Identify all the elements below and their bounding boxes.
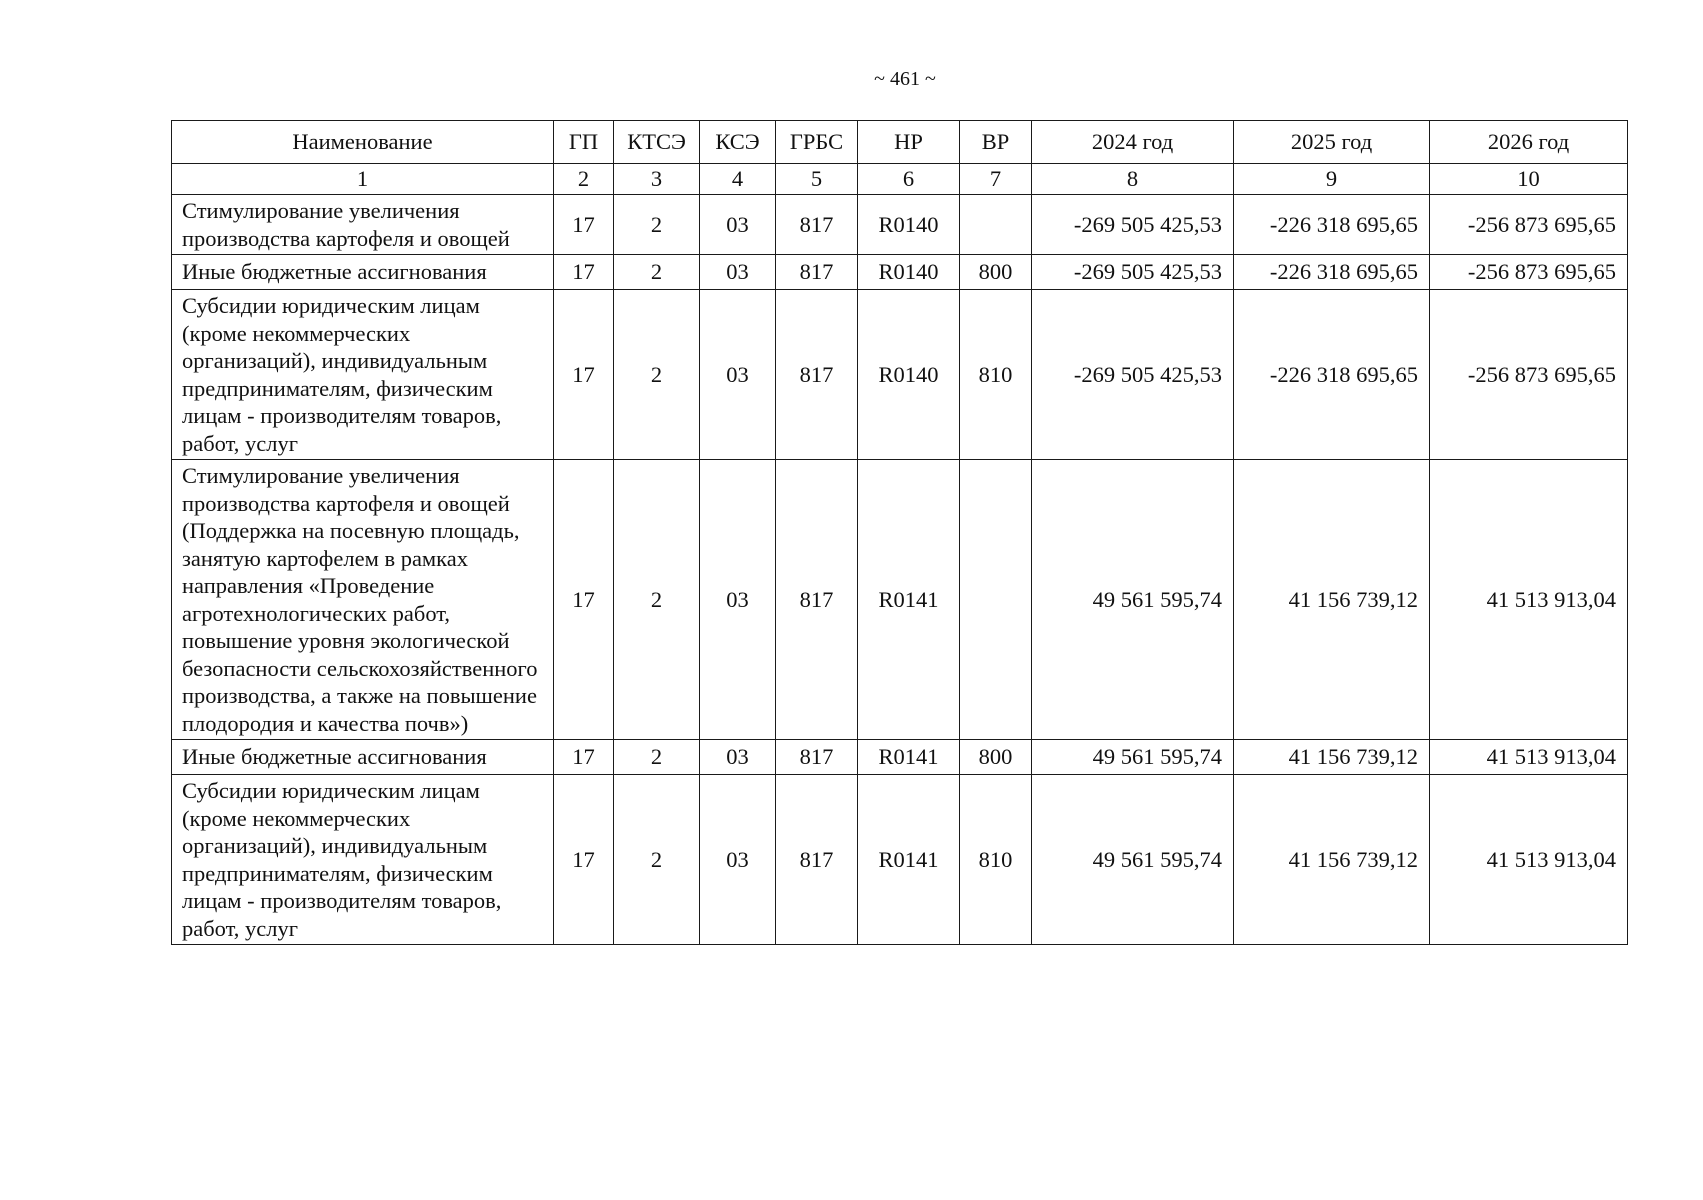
table-row — [172, 460, 1628, 740]
column-header-name: Наименование — [172, 121, 554, 164]
table-row — [172, 195, 1628, 255]
row-amount-2026: 41 513 913,04 — [1430, 740, 1628, 775]
page-number: ~ 461 ~ — [874, 68, 936, 90]
row-ktse: 2 — [614, 740, 700, 775]
row-nr: R0141 — [858, 740, 960, 775]
row-vr: 810 — [960, 775, 1032, 945]
row-nr: R0141 — [858, 775, 960, 945]
row-kse: 03 — [700, 255, 776, 290]
column-header-2025: 2025 год — [1234, 121, 1430, 164]
row-amount-2026: -256 873 695,65 — [1430, 290, 1628, 460]
row-ktse: 2 — [614, 195, 700, 255]
row-amount-2025: -226 318 695,65 — [1234, 290, 1430, 460]
row-grbs: 817 — [776, 775, 858, 945]
budget-table — [171, 120, 1628, 945]
column-header-2026: 2026 год — [1430, 121, 1628, 164]
row-name: Иные бюджетные ассигнования — [172, 740, 554, 775]
column-index: 1 — [172, 164, 554, 195]
row-ktse: 2 — [614, 255, 700, 290]
row-gp: 17 — [554, 255, 614, 290]
row-kse: 03 — [700, 775, 776, 945]
column-header-2024: 2024 год — [1032, 121, 1234, 164]
row-vr — [960, 195, 1032, 255]
row-nr: R0140 — [858, 195, 960, 255]
column-header-nr: НР — [858, 121, 960, 164]
row-vr: 810 — [960, 290, 1032, 460]
row-amount-2025: -226 318 695,65 — [1234, 195, 1430, 255]
row-nr: R0140 — [858, 290, 960, 460]
column-header-grbs: ГРБС — [776, 121, 858, 164]
column-header-gp: ГП — [554, 121, 614, 164]
table-row — [172, 290, 1628, 460]
row-amount-2024: -269 505 425,53 — [1032, 290, 1234, 460]
column-index: 5 — [776, 164, 858, 195]
row-grbs: 817 — [776, 255, 858, 290]
row-amount-2026: 41 513 913,04 — [1430, 775, 1628, 945]
row-kse: 03 — [700, 195, 776, 255]
row-gp: 17 — [554, 775, 614, 945]
row-amount-2024: -269 505 425,53 — [1032, 255, 1234, 290]
row-ktse: 2 — [614, 775, 700, 945]
table-row — [172, 255, 1628, 290]
column-index-row — [172, 164, 1628, 195]
row-amount-2025: 41 156 739,12 — [1234, 775, 1430, 945]
row-amount-2024: 49 561 595,74 — [1032, 775, 1234, 945]
header-row — [172, 121, 1628, 164]
row-gp: 17 — [554, 195, 614, 255]
row-amount-2024: 49 561 595,74 — [1032, 740, 1234, 775]
column-index: 3 — [614, 164, 700, 195]
row-gp: 17 — [554, 740, 614, 775]
row-name: Стимулирование увеличения производства картофеля и овощей (Поддержка на посевную площадь, занятую картофелем в рамках направления «Проведение агротехнологических работ, повышение уровня экологической безопасности сельскохозяйственного производства, а также на повышение плодородия и качества почв») — [172, 460, 554, 740]
row-vr — [960, 460, 1032, 740]
row-nr: R0141 — [858, 460, 960, 740]
row-amount-2024: -269 505 425,53 — [1032, 195, 1234, 255]
table-row — [172, 740, 1628, 775]
column-index: 4 — [700, 164, 776, 195]
row-kse: 03 — [700, 290, 776, 460]
column-index: 6 — [858, 164, 960, 195]
row-amount-2026: -256 873 695,65 — [1430, 195, 1628, 255]
row-vr: 800 — [960, 255, 1032, 290]
row-kse: 03 — [700, 740, 776, 775]
row-name: Стимулирование увеличения производства картофеля и овощей — [172, 195, 554, 255]
row-amount-2025: -226 318 695,65 — [1234, 255, 1430, 290]
row-vr: 800 — [960, 740, 1032, 775]
row-amount-2024: 49 561 595,74 — [1032, 460, 1234, 740]
column-index: 8 — [1032, 164, 1234, 195]
row-nr: R0140 — [858, 255, 960, 290]
row-gp: 17 — [554, 460, 614, 740]
column-index: 9 — [1234, 164, 1430, 195]
row-grbs: 817 — [776, 195, 858, 255]
row-amount-2025: 41 156 739,12 — [1234, 740, 1430, 775]
column-header-ktse: КТСЭ — [614, 121, 700, 164]
column-index: 2 — [554, 164, 614, 195]
row-grbs: 817 — [776, 460, 858, 740]
column-index: 10 — [1430, 164, 1628, 195]
column-index: 7 — [960, 164, 1032, 195]
table-row — [172, 775, 1628, 945]
row-grbs: 817 — [776, 740, 858, 775]
row-gp: 17 — [554, 290, 614, 460]
row-name: Субсидии юридическим лицам (кроме некоммерческих организаций), индивидуальным предпринимателям, физическим лицам - производителям товаров, работ, услуг — [172, 775, 554, 945]
row-name: Субсидии юридическим лицам (кроме некоммерческих организаций), индивидуальным предпринимателям, физическим лицам - производителям товаров, работ, услуг — [172, 290, 554, 460]
row-amount-2025: 41 156 739,12 — [1234, 460, 1430, 740]
column-header-kse: КСЭ — [700, 121, 776, 164]
row-ktse: 2 — [614, 290, 700, 460]
column-header-vr: ВР — [960, 121, 1032, 164]
row-name: Иные бюджетные ассигнования — [172, 255, 554, 290]
row-amount-2026: 41 513 913,04 — [1430, 460, 1628, 740]
row-grbs: 817 — [776, 290, 858, 460]
row-amount-2026: -256 873 695,65 — [1430, 255, 1628, 290]
row-kse: 03 — [700, 460, 776, 740]
row-ktse: 2 — [614, 460, 700, 740]
